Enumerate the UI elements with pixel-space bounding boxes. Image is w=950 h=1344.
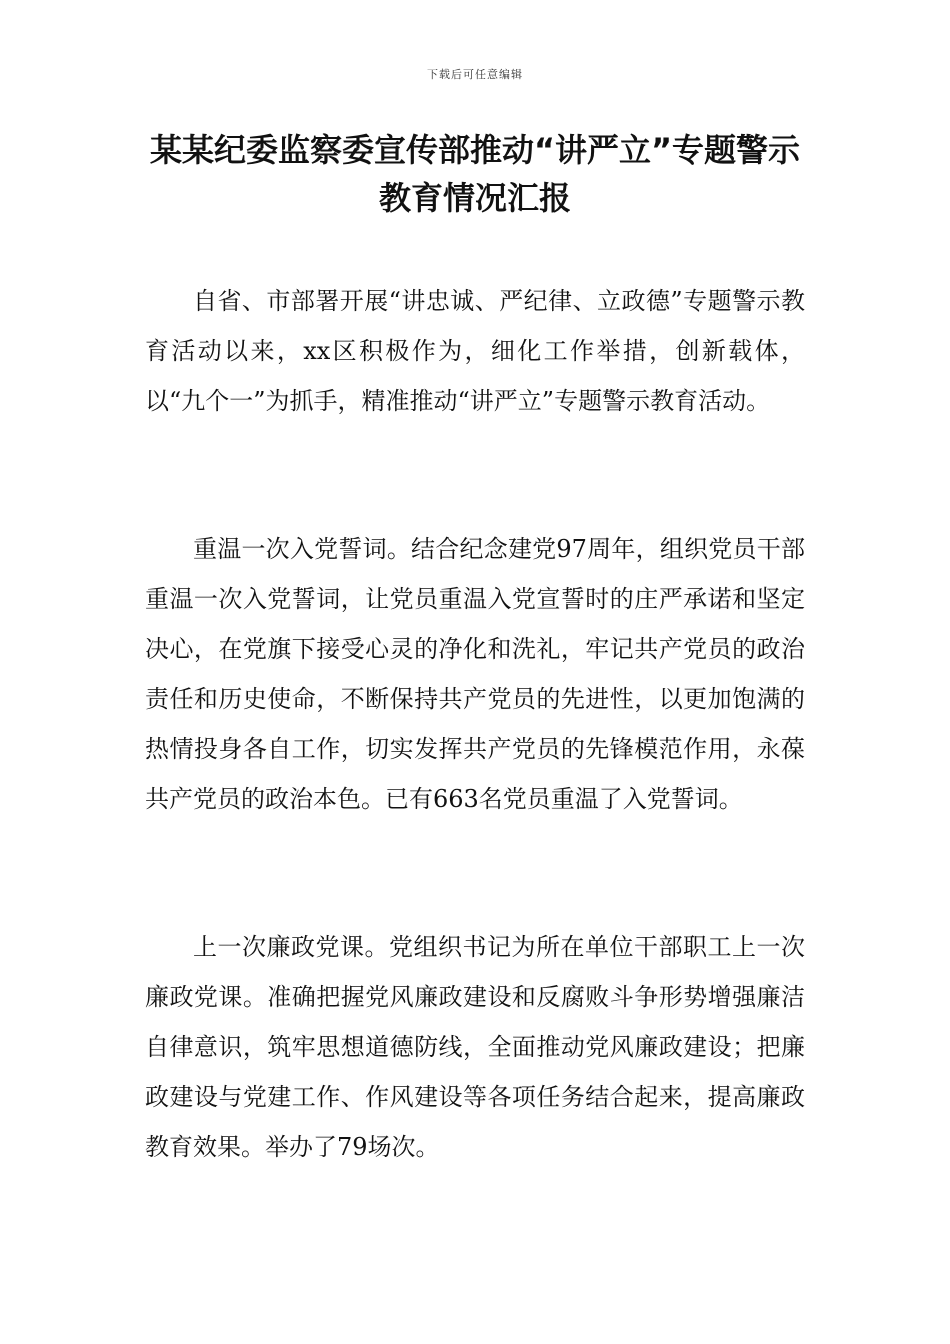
paragraph-oath: 重温一次入党誓词。结合纪念建党97周年，组织党员干部重温一次入党誓词，让党员重温入党宣誓时的庄严承诺和坚定决心，在党旗下接受心灵的净化和洗礼，牢记共产党员的政治责任和历史使命，不断保持共产党员的先进性，以更加饱满的热情投身各自工作，切实发挥共产党员的先锋模范作用，永葆共产党员的政治本色。已有663名党员重温了入党誓词。 bbox=[145, 535, 805, 813]
paragraph-lecture: 上一次廉政党课。党组织书记为所在单位干部职工上一次廉政党课。准确把握党风廉政建设和反腐败斗争形势增强廉洁自律意识，筑牢思想道德防线，全面推动党风廉政建设；把廉政建设与党建工作、作风建设等各项任务结合起来，提高廉政教育效果。举办了79场次。 bbox=[145, 933, 805, 1161]
paragraph-intro: 自省、市部署开展“讲忠诚、严纪律、立政德”专题警示教育活动以来，xx区积极作为，细化工作举措，创新载体，以“九个一”为抓手，精准推动“讲严立”专题警示教育活动。 bbox=[145, 287, 805, 415]
header-note: 下载后可任意编辑 bbox=[427, 68, 523, 81]
document-title: 某某纪委监察委宣传部推动“讲严立”专题警示教育情况汇报 bbox=[149, 131, 801, 217]
